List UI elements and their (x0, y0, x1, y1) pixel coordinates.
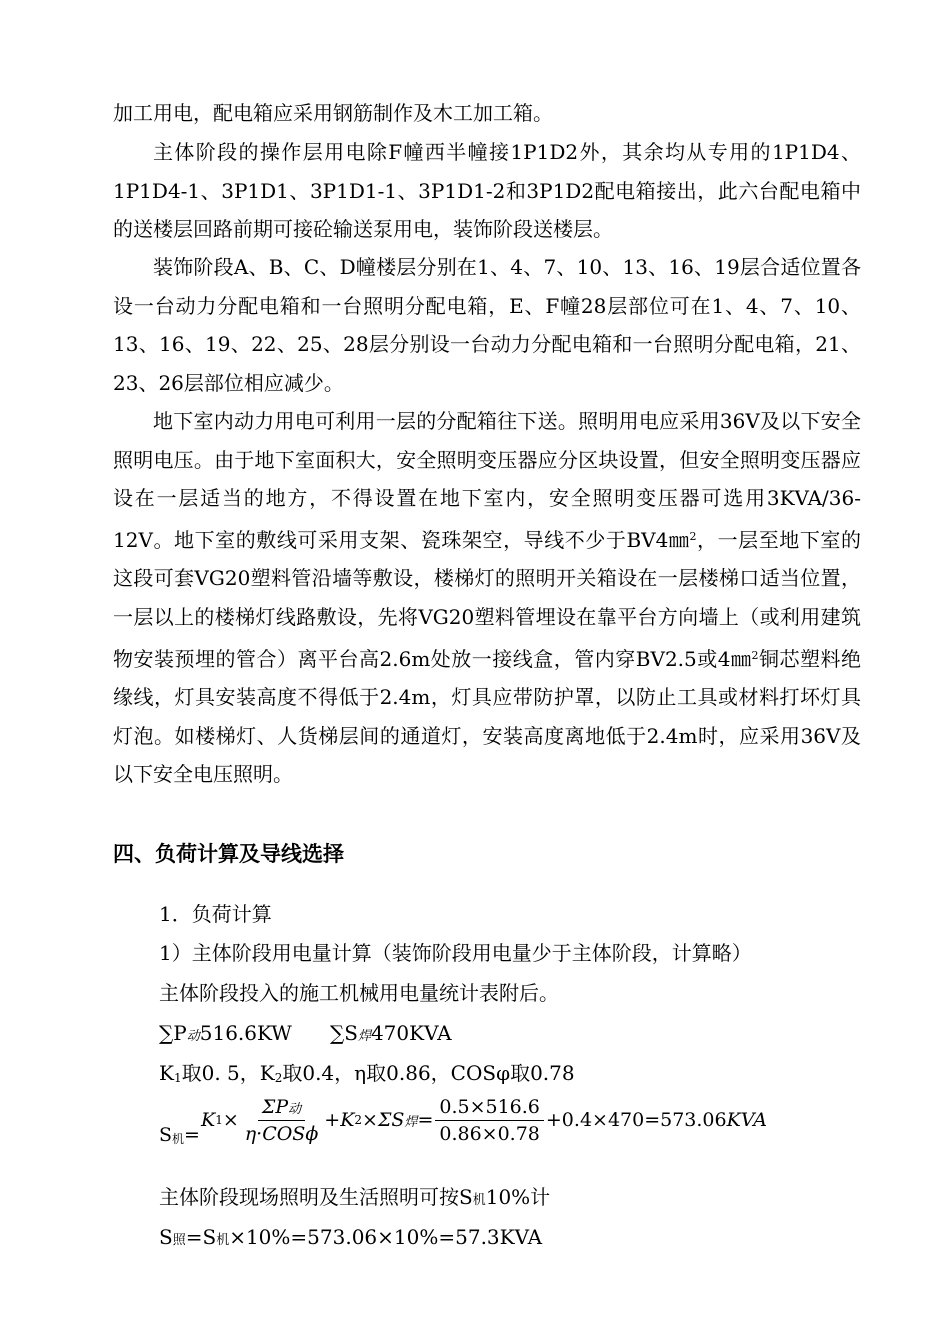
text-lighting-note (159, 1182, 550, 1216)
sum-p: ∑P (159, 1021, 187, 1045)
subscript: 2 (274, 1071, 283, 1085)
formula-lhs (159, 1124, 200, 1147)
subscript: 1 (215, 1113, 223, 1127)
sum-s: ∑S (329, 1021, 358, 1045)
equals: = (417, 1109, 434, 1131)
lighting-text: 主体阶段现场照明及生活照明可按S (159, 1185, 473, 1209)
fraction-denominator: 0.86×0.78 (439, 1122, 540, 1145)
value-p: 516.6KW (199, 1021, 292, 1045)
fraction-numerator (258, 1096, 305, 1121)
subscript: 焊 (404, 1114, 418, 1130)
formula-rhs (201, 1090, 767, 1150)
paragraph-text: ，一层至地下室的这段可套VG20塑料管沿墙等敷设，楼梯灯的照明开关箱设在一层楼梯口适当位置，一层以上的楼梯灯线路敷设，先将VG20塑料管埋设在靠平台方向墙上（或利用建筑物安装预埋的管合）离平台高2.6m处放一接线盒，管内穿BV2.5或4㎜ (113, 527, 861, 671)
paragraph-text: 地下室内动力用电可利用一层的分配箱往下送。照明用电应采用36V及以下安全照明电压。由于地下室面积大，安全照明变压器应分区块设置，但安全照明变压器应设在一层适当的地方，不得设置在地下室内，安全照明变压器可选用3KVA/36-12V。地下室的敷线可采用支架、瓷珠架空，导线不少于BV4㎜ (113, 409, 861, 552)
k-symbol: K (159, 1061, 174, 1085)
numerator-text: ΣP (261, 1095, 289, 1118)
lighting-text: 10%计 (485, 1185, 551, 1209)
section-heading: 四、负荷计算及导线选择 (113, 842, 344, 866)
subscript: 2 (354, 1113, 363, 1127)
paragraph-decoration-stage (113, 248, 861, 402)
k1-symbol: K (201, 1109, 216, 1131)
paragraph-text: 装饰阶段A、B、C、D幢楼层分别在1、4、7、10、13、16、19层合适位置各设一台动力分配电箱和一台照明分配电箱，E、F幢28层部位可在1、4、7、10、13、16、19、22、25、28层分别设一台动力分配电箱和一台照明分配电箱，21、23、26层部位相应减少。 (113, 255, 861, 395)
coeff-text: 取0. 5，K (181, 1061, 275, 1085)
subscript: 机 (216, 1233, 230, 1248)
times-sum-s: ×ΣS (362, 1109, 405, 1131)
value-s: 470KVA (370, 1021, 452, 1045)
s-symbol: S (159, 1124, 173, 1146)
paragraph-basement (113, 402, 861, 794)
subscript: 动 (288, 1101, 302, 1117)
text-statistics-note: 主体阶段投入的施工机械用电量统计表附后。 (159, 981, 559, 1005)
subscript: 动 (186, 1029, 200, 1044)
unit: KVA (726, 1109, 767, 1131)
subheading-main-stage-calc: 1）主体阶段用电量计算（装饰阶段用电量少于主体阶段，计算略） (159, 941, 752, 965)
subscript: 机 (472, 1193, 486, 1208)
paragraph-text: 主体阶段的操作层用电除F幢西半幢接1P1D2外，其余均从专用的1P1D4、1P1D4-1、3P1D1、3P1D1-1、3P1D1-2和3P1D2配电箱接出，此六台配电箱中的送楼层回路前期可接砼输送泵用电，装饰阶段送楼层。 (113, 140, 861, 242)
formula-result: +0.4×470=573.06 (545, 1109, 727, 1131)
lighting-result: ×10%=573.06×10%=57.3KVA (229, 1225, 543, 1249)
fraction-2 (435, 1096, 544, 1145)
paragraph-text: 铜芯塑料绝缘线，灯具安装高度不得低于2.4m，灯具应带防护罩，以防止工具或材料打坏灯具灯泡。如楼梯灯、人货梯层间的通道灯，安装高度离地低于2.4m时，应采用36V及以下安全电压照明。 (113, 646, 861, 787)
k2-symbol: K (340, 1109, 355, 1131)
text-lighting-formula (159, 1222, 542, 1256)
equals: = (184, 1124, 200, 1146)
superscript: 2 (751, 648, 759, 662)
text-power-sums (159, 1018, 452, 1052)
times: × (222, 1109, 239, 1131)
fraction-denominator: η·COSϕ (244, 1122, 319, 1145)
subheading-load-calculation: 1．负荷计算 (159, 902, 272, 926)
plus: + (324, 1109, 341, 1131)
text-coefficients (159, 1058, 575, 1093)
paragraph-text: 加工用电，配电箱应采用钢筋制作及木工加工箱。 (113, 101, 553, 125)
paragraph-main-stage (113, 133, 861, 249)
s-symbol: S (159, 1225, 173, 1249)
subscript: 机 (172, 1132, 185, 1146)
superscript: 2 (689, 529, 697, 543)
fraction-1 (241, 1096, 323, 1145)
equals-s: =S (185, 1225, 217, 1249)
subscript: 焊 (357, 1029, 371, 1044)
subscript: 1 (173, 1071, 182, 1085)
coeff-text: 取0.4，η取0.86，COSφ取0.78 (282, 1061, 575, 1085)
subscript: 照 (172, 1233, 186, 1248)
paragraph-power-usage (113, 94, 861, 133)
fraction-numerator: 0.5×516.6 (435, 1096, 544, 1121)
